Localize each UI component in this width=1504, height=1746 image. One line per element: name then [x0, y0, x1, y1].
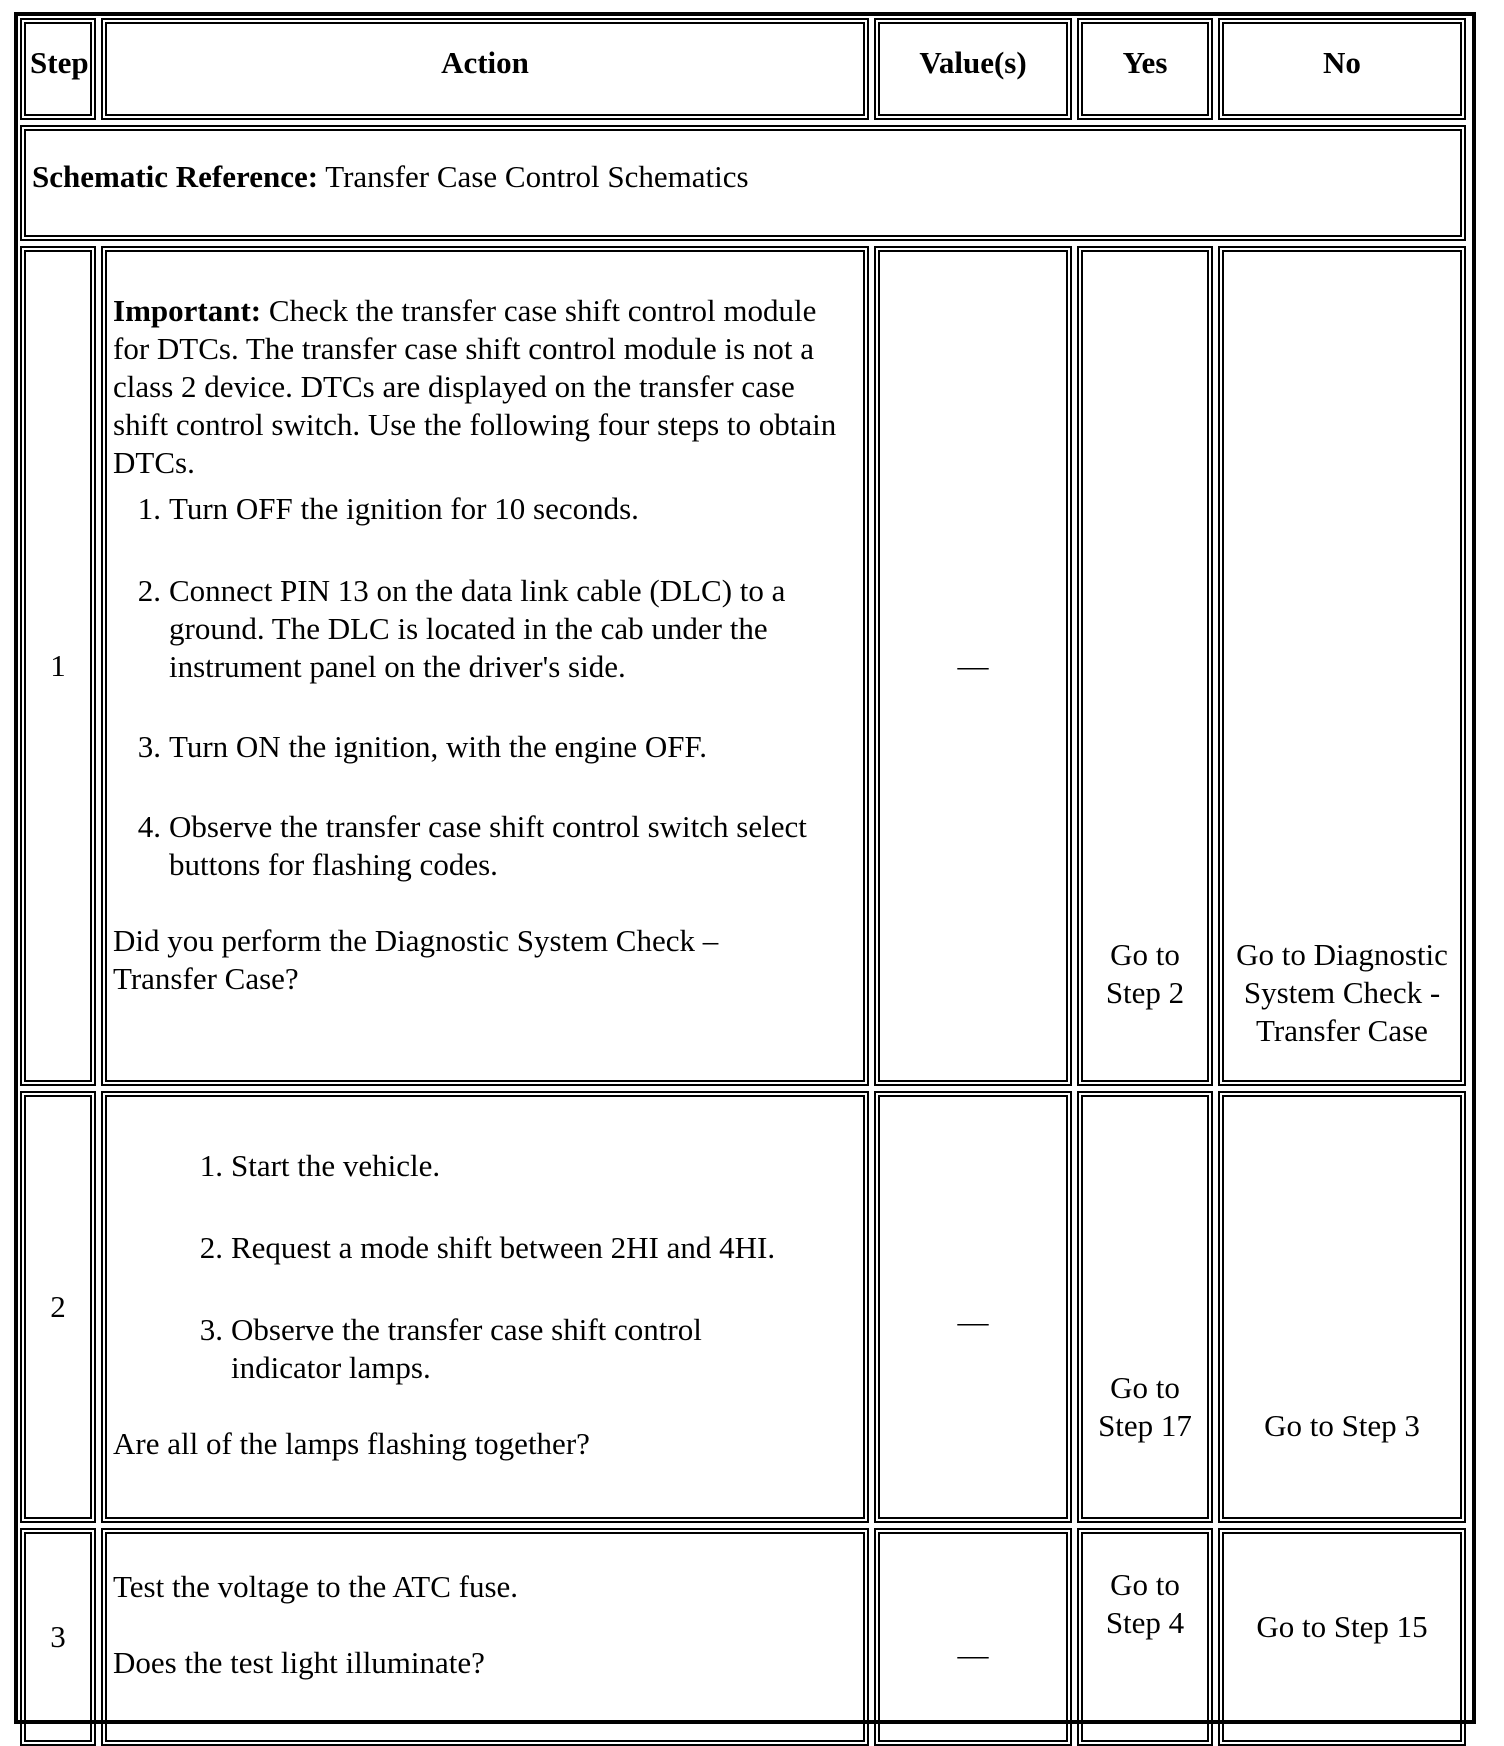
no-cell [1218, 246, 1466, 1086]
list-item-number: 2. [137, 573, 161, 608]
list-item [131, 490, 855, 528]
no-line: Go to Diagnostic [1236, 937, 1448, 972]
header-values: Value(s) [874, 18, 1072, 120]
list-item-number: 2. [199, 1230, 223, 1265]
yes-line: Go to [1110, 1567, 1180, 1602]
no-line: Go to Step 3 [1264, 1408, 1420, 1443]
step-number: 1 [20, 246, 96, 1086]
step-number: 2 [20, 1091, 96, 1523]
question: Does the test light illuminate? [113, 1645, 485, 1680]
list-item-number: 1. [199, 1148, 223, 1183]
yes-line: Go to [1110, 1370, 1180, 1405]
header-yes: Yes [1077, 18, 1213, 120]
schematic-label: Schematic Reference: [32, 159, 319, 194]
important-label: Important: [113, 293, 262, 328]
list-item-text: Observe the transfer case shift control indicator lamps. [231, 1312, 702, 1385]
important-text: Check the transfer case shift control module for DTCs. The transfer case shift control module is not a class 2 device. DTCs are displayed on the transfer case shift control switch. Use the following four steps to obtain DTCs. [113, 293, 837, 480]
list-item-text: Start the vehicle. [231, 1148, 441, 1183]
schematic-reference [20, 125, 1466, 241]
yes-cell [1077, 1091, 1213, 1523]
list-item-text: Turn ON the ignition, with the engine OFF. [169, 729, 708, 764]
list-item [131, 728, 855, 766]
schematic-link-text: Transfer Case Control Schematics [318, 159, 749, 194]
header-no: No [1218, 18, 1466, 120]
list-item-text: Request a mode shift between 2HI and 4HI. [231, 1230, 776, 1265]
yes-line: Step 2 [1105, 975, 1185, 1010]
list-item-text: Observe the transfer case shift control switch select buttons for flashing codes. [169, 809, 807, 882]
no-cell [1218, 1091, 1466, 1523]
no-line: Transfer Case [1256, 1013, 1428, 1048]
header-action: Action [101, 18, 869, 120]
header-step: Step [20, 18, 96, 120]
value-cell: — [874, 1528, 1072, 1746]
list-item-number: 3. [199, 1312, 223, 1347]
action-cell [101, 1528, 869, 1746]
question: Are all of the lamps flashing together? [113, 1426, 590, 1461]
yes-line: Go to [1110, 937, 1180, 972]
action-text: Test the voltage to the ATC fuse. [113, 1569, 519, 1604]
step-number: 3 [20, 1528, 96, 1746]
value-cell: — [874, 1091, 1072, 1523]
no-line: Go to Step 15 [1256, 1609, 1428, 1644]
yes-cell [1077, 1528, 1213, 1746]
yes-line: Step 4 [1105, 1605, 1185, 1640]
action-cell [101, 246, 869, 1086]
procedure-list [113, 490, 855, 884]
value-cell: — [874, 246, 1072, 1086]
list-item [193, 1229, 855, 1267]
yes-line: Step 17 [1098, 1408, 1192, 1443]
procedure-list [113, 1147, 855, 1387]
list-item [193, 1147, 855, 1185]
list-item-text: Connect PIN 13 on the data link cable (DLC) to a ground. The DLC is located in the cab under the instrument panel on the driver's side. [169, 573, 786, 684]
list-item-number: 1. [137, 491, 161, 526]
question: Did you perform the Diagnostic System Check – Transfer Case? [113, 923, 719, 996]
yes-cell [1077, 246, 1213, 1086]
no-line: System Check - [1243, 975, 1441, 1010]
list-item [131, 808, 855, 884]
list-item [131, 572, 855, 686]
list-item [193, 1311, 855, 1387]
list-item-number: 4. [137, 809, 161, 844]
list-item-number: 3. [137, 729, 161, 764]
list-item-text: Turn OFF the ignition for 10 seconds. [169, 491, 639, 526]
important-note [113, 292, 855, 482]
diagnostic-table [14, 12, 1476, 1724]
no-cell [1218, 1528, 1466, 1746]
action-cell [101, 1091, 869, 1523]
